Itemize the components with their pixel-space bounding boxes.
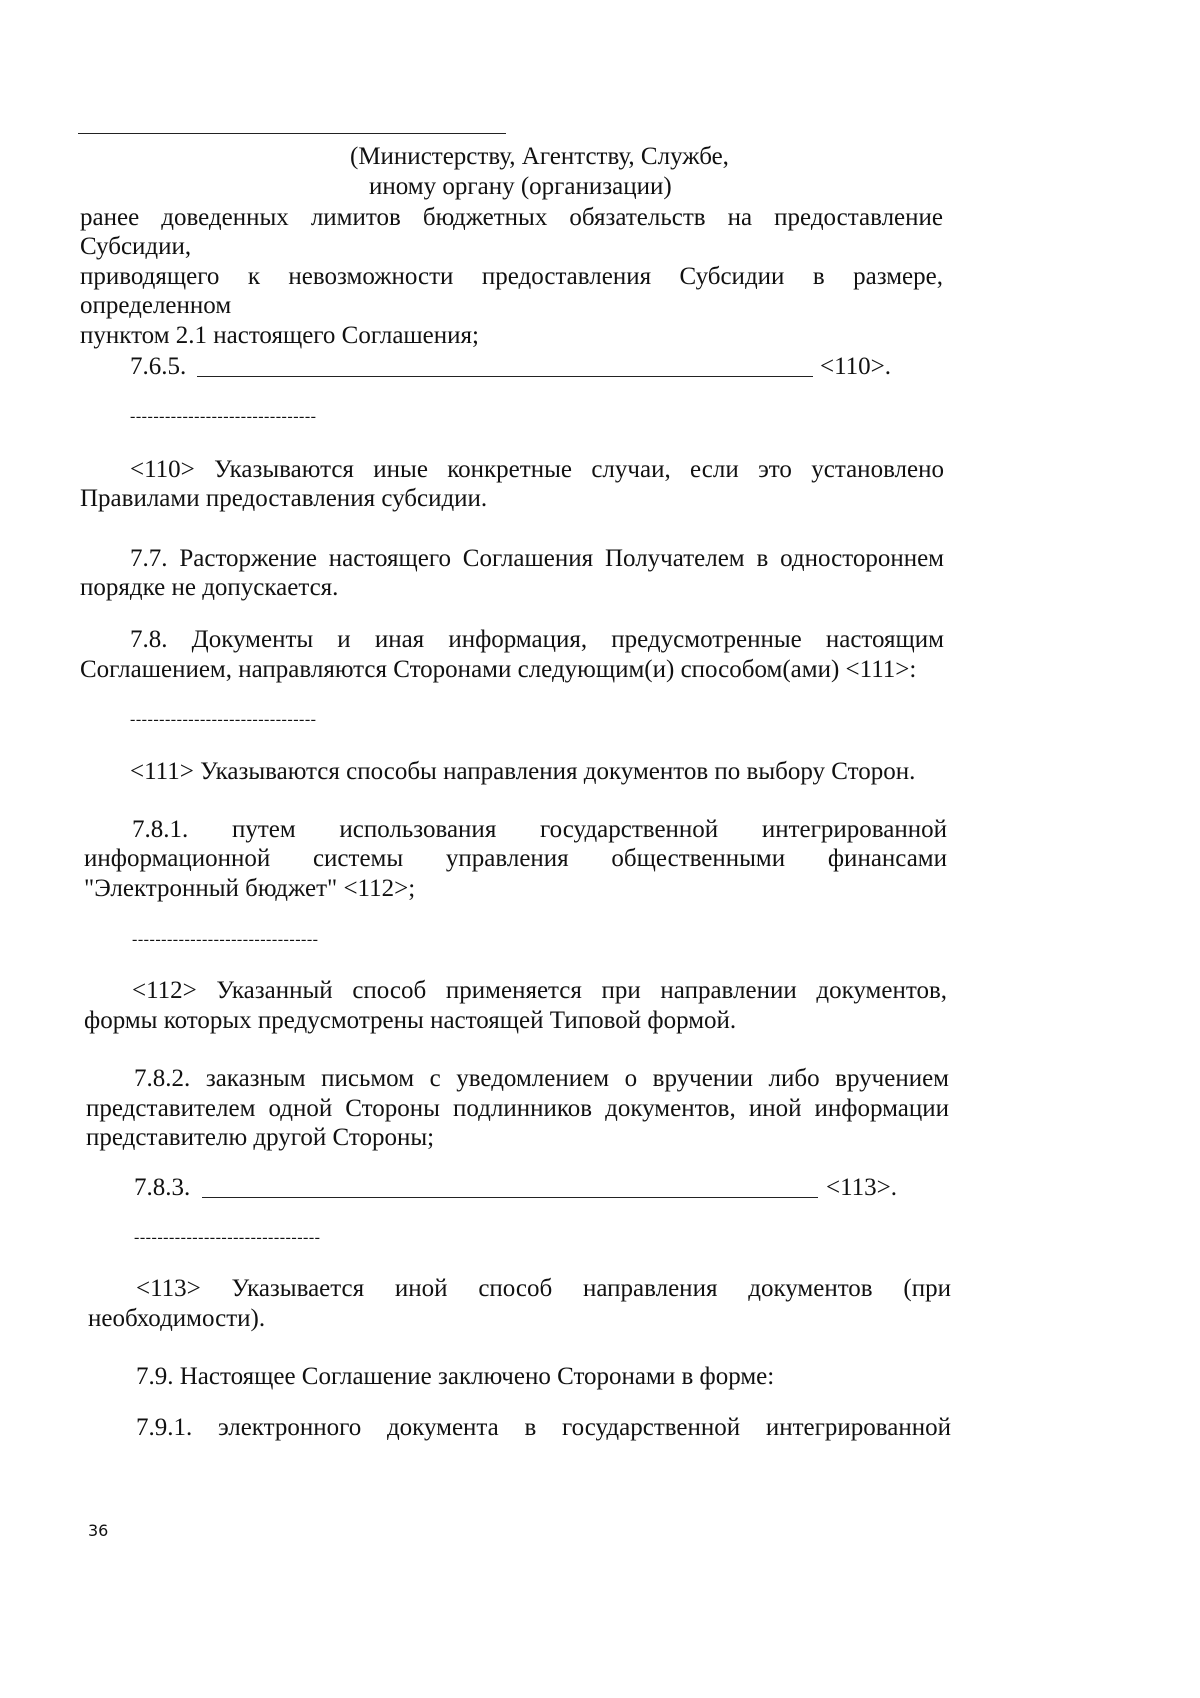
para-7-8-2-line-1: 7.8.2. заказным письмом с уведомлением о вручении либо вручением: [134, 1065, 949, 1092]
footnote-112-line-2: формы которых предусмотрены настоящей Типовой формой.: [84, 1007, 737, 1034]
intro-line-4: определенном: [80, 292, 232, 319]
footnote-separator: --------------------------------: [130, 711, 317, 728]
item-7-6-5-ref: <110>.: [820, 353, 892, 380]
footnote-113-line-2: необходимости).: [88, 1305, 266, 1332]
item-7-8-3-number: 7.8.3.: [134, 1174, 191, 1201]
para-7-8-1-line-2: информационной системы управления общественными финансами: [84, 845, 947, 872]
top-rule: [78, 133, 506, 134]
intro-line-2: Субсидии,: [80, 233, 192, 260]
header-line-2: иному органу (организации): [369, 173, 672, 200]
footnote-110-line-2: Правилами предоставления субсидии.: [80, 485, 488, 512]
footnote-113-line-1: <113> Указывается иной способ направления документов (при: [136, 1275, 951, 1302]
footnote-110-line-1: <110> Указываются иные конкретные случаи, если это установлено: [130, 456, 944, 483]
item-7-6-5-blank-line: [197, 376, 813, 377]
para-7-7-line-1: 7.7. Расторжение настоящего Соглашения Получателем в одностороннем: [130, 545, 944, 572]
page-number: 36: [88, 1521, 109, 1540]
item-7-8-3-ref: <113>.: [826, 1174, 898, 1201]
intro-line-5: пунктом 2.1 настоящего Соглашения;: [80, 322, 479, 349]
item-7-6-5-number: 7.6.5.: [130, 353, 187, 380]
para-7-8-1-line-1: 7.8.1. путем использования государственной интегрированной: [132, 816, 947, 843]
para-7-8-2-line-3: представителю другой Стороны;: [86, 1124, 435, 1151]
para-7-8-line-2: Соглашением, направляются Сторонами следующим(и) способом(ами) <111>:: [80, 656, 917, 683]
intro-line-3: приводящего к невозможности предоставления Субсидии в размере,: [80, 263, 943, 290]
para-7-8-1-line-3: "Электронный бюджет" <112>;: [84, 875, 416, 902]
para-7-9-1: 7.9.1. электронного документа в государственной интегрированной: [136, 1414, 951, 1441]
footnote-separator: --------------------------------: [132, 931, 319, 948]
header-line-1: (Министерству, Агентству, Службе,: [350, 143, 729, 170]
footnote-111: <111> Указываются способы направления документов по выбору Сторон.: [130, 758, 916, 785]
item-7-8-3-blank-line: [202, 1197, 818, 1198]
footnote-112-line-1: <112> Указанный способ применяется при направлении документов,: [132, 977, 947, 1004]
footnote-separator: --------------------------------: [134, 1229, 321, 1246]
intro-line-1: ранее доведенных лимитов бюджетных обязательств на предоставление: [80, 204, 943, 231]
para-7-8-2-line-2: представителем одной Стороны подлинников документов, иной информации: [86, 1095, 949, 1122]
para-7-9: 7.9. Настоящее Соглашение заключено Сторонами в форме:: [136, 1363, 775, 1390]
footnote-separator: --------------------------------: [130, 408, 317, 425]
para-7-7-line-2: порядке не допускается.: [80, 574, 339, 601]
para-7-8-line-1: 7.8. Документы и иная информация, предусмотренные настоящим: [130, 626, 944, 653]
